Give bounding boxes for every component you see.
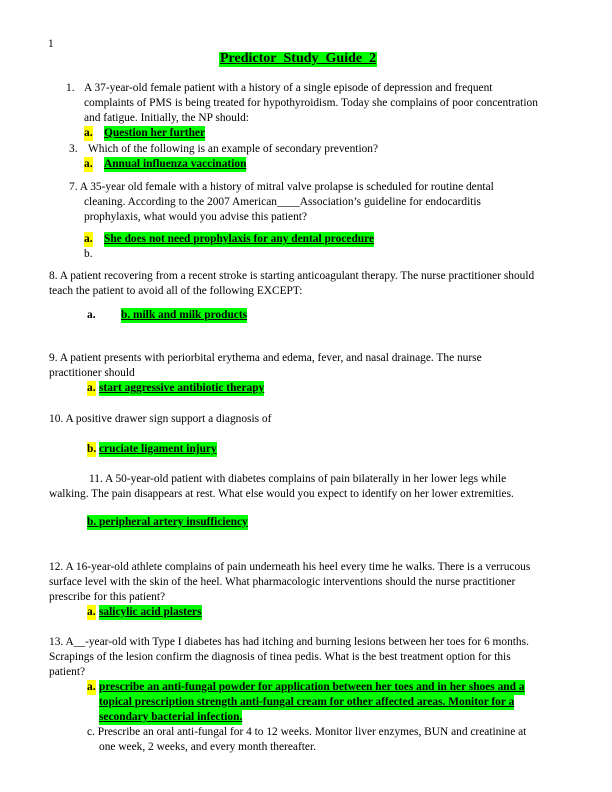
q12-line-3: prescribe for this patient? xyxy=(49,591,166,603)
q1-answer: Question her further xyxy=(104,127,206,139)
q13-line-3: patient? xyxy=(49,666,86,678)
q13-line-2: Scrapings of the lesion confirm the diagnosis of tinea pedis. What is the best treatment option for this xyxy=(49,651,511,663)
q1-answer-letter: a. xyxy=(84,127,93,139)
q11-answer: b. peripheral artery insufficiency xyxy=(87,516,248,528)
q8-answer-letter: a. xyxy=(87,309,96,321)
page-number: 1 xyxy=(48,38,54,50)
page-title: Predictor_Study_Guide_2 xyxy=(220,51,377,66)
q9-line-1: 9. A patient presents with periorbital erythema and edema, fever, and nasal drainage. The nurse xyxy=(49,352,482,364)
q7-answer-letter: a. xyxy=(84,233,93,245)
q12-line-2: surface level with the skin of the heel. What pharmacologic interventions should the nurse practitioner xyxy=(49,576,516,588)
q13-answer-line-3: secondary bacterial infection. xyxy=(99,711,243,723)
q7-answer: She does not need prophylaxis for any dental procedure xyxy=(104,233,375,245)
q3-answer: Annual influenza vaccination xyxy=(104,158,247,170)
q11-line-2: walking. The pain disappears at rest. What else would you expect to identify on her lower extremities. xyxy=(49,488,514,500)
q13-answer-line-2: topical prescription strength anti-fungal cream for other affected areas. Monitor for a xyxy=(99,696,515,708)
q12-answer: salicylic acid plasters xyxy=(99,606,202,618)
q8-line-2: teach the patient to avoid all of the following EXCEPT: xyxy=(49,285,303,297)
q12-answer-letter: a. xyxy=(87,606,96,618)
q9-line-2: practitioner should xyxy=(49,367,135,379)
q1-line-1: A 37-year-old female patient with a history of a single episode of depression and frequent xyxy=(84,82,493,94)
q13-option-c-line-2: one week, 2 weeks, and every month thereafter. xyxy=(99,741,316,753)
q7-line-2: cleaning. According to the 2007 American____Association’s guideline for endocarditis xyxy=(84,196,481,208)
q10-text: 10. A positive drawer sign support a diagnosis of xyxy=(49,413,272,425)
q13-option-c-line-1: c. Prescribe an oral anti-fungal for 4 to 12 weeks. Monitor liver enzymes, BUN and creatinine at xyxy=(87,726,527,738)
q8-answer: b. milk and milk products xyxy=(121,309,248,321)
q9-answer-letter: a. xyxy=(87,382,96,394)
q13-answer-letter: a. xyxy=(87,681,96,693)
q1-line-3: and fatigue. Initially, the NP should: xyxy=(84,112,249,124)
q7-line-3: prophylaxis, what would you advise this patient? xyxy=(84,211,308,223)
q13-line-1: 13. A__-year-old with Type I diabetes has had itching and burning lesions between her toes for 6 months. xyxy=(49,636,529,648)
q1-number: 1. xyxy=(66,82,75,94)
q12-line-1: 12. A 16-year-old athlete complains of pain underneath his heel every time he walks. There is a verrucous xyxy=(49,561,531,573)
q3-number: 3. xyxy=(69,143,78,155)
q8-line-1: 8. A patient recovering from a recent stroke is starting anticoagulant therapy. The nurse practitioner should xyxy=(49,270,535,282)
q3-text: Which of the following is an example of secondary prevention? xyxy=(88,143,379,155)
q10-answer-letter: b. xyxy=(87,443,97,455)
q11-line-1: 11. A 50-year-old patient with diabetes complains of pain bilaterally in her lower legs while xyxy=(89,473,507,485)
q7-option-b: b. xyxy=(84,248,93,260)
q9-answer: start aggressive antibiotic therapy xyxy=(99,382,265,394)
q7-line-1: 7. A 35-year old female with a history of mitral valve prolapse is scheduled for routine dental xyxy=(69,181,494,193)
q3-answer-letter: a. xyxy=(84,158,93,170)
q13-answer-line-1: prescribe an anti-fungal powder for application between her toes and in her shoes and a xyxy=(99,681,525,693)
q10-answer: cruciate ligament injury xyxy=(99,443,217,455)
q1-line-2: complaints of PMS is being treated for hypothyroidism. Today she complains of poor concentration xyxy=(84,97,538,109)
